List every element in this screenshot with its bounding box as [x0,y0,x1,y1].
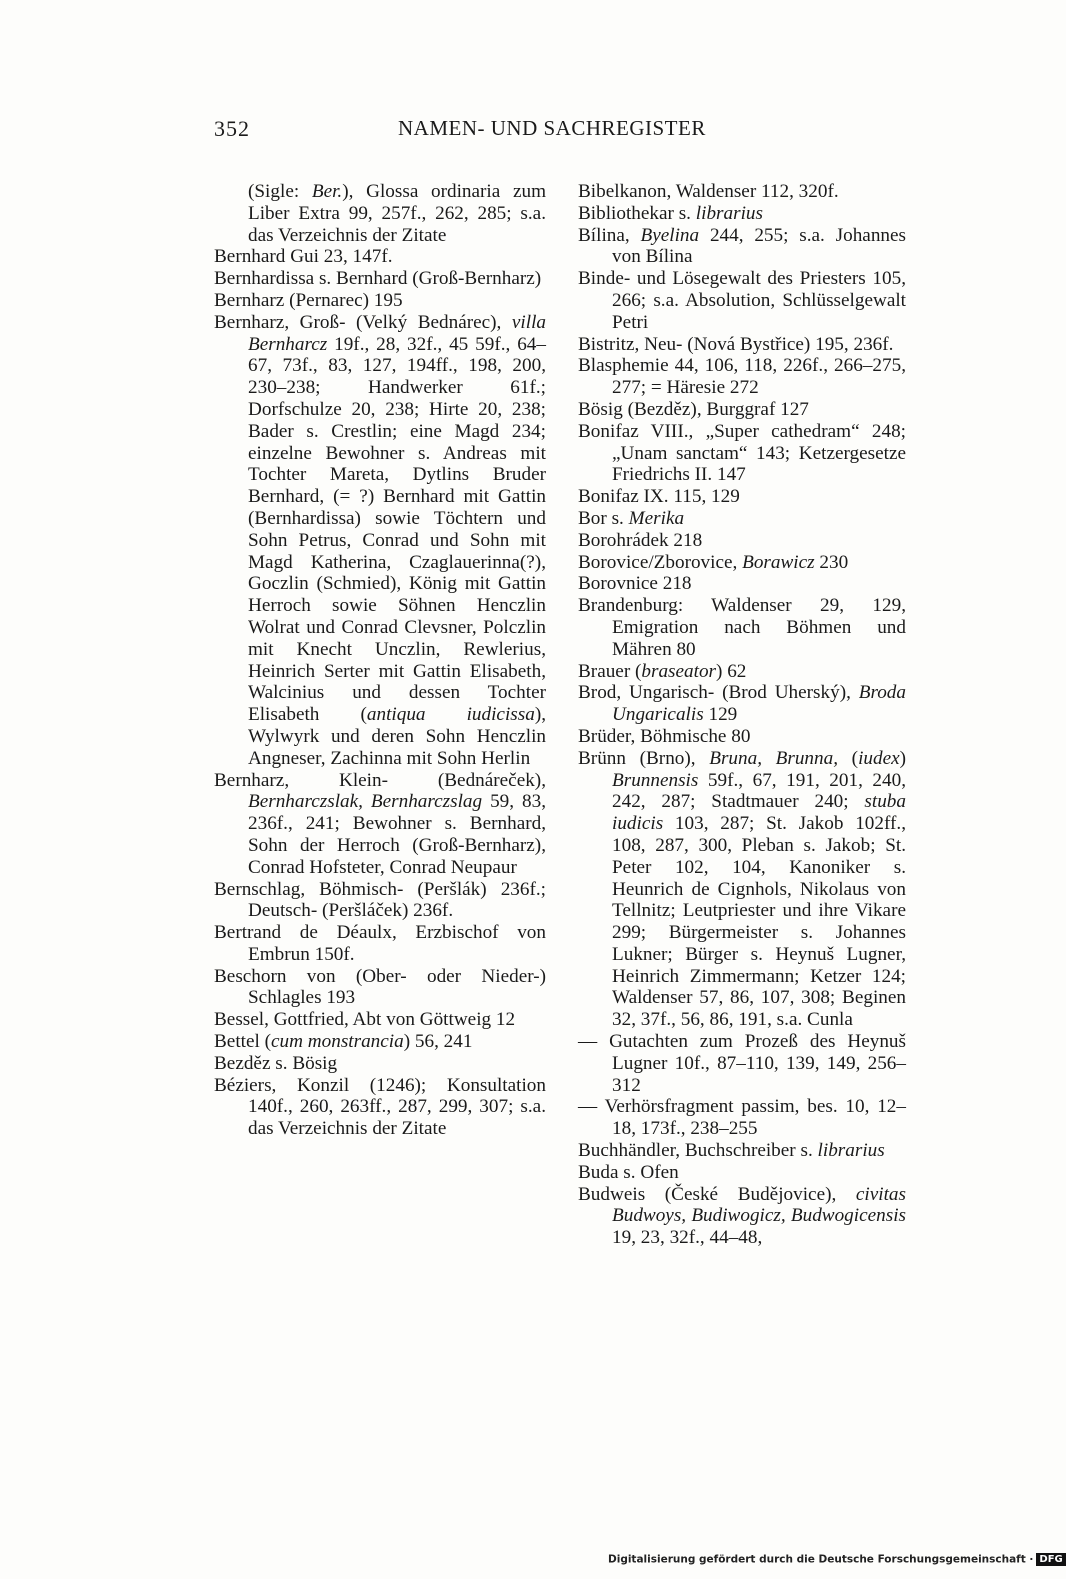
index-column-right [578,181,906,1249]
index-entry: Béziers, Konzil (1246); Konsultation 140f., 260, 263ff., 287, 299, 307; s.a. das Verzeichnis der Zitate [214,1074,546,1140]
index-entry: Bílina, Byelina 244, 255; s.a. Johannes von Bílina [578,224,906,268]
index-entry: Bonifaz IX. 115, 129 [578,486,740,508]
index-entry: Borovnice 218 [578,573,692,595]
index-column-left [214,181,546,1140]
index-entry: Brauer (braseator) 62 [578,660,747,682]
digitization-footer [608,1553,1063,1571]
index-entry: Bettel (cum monstrancia) 56, 241 [214,1031,473,1053]
index-entry: Buda s. Ofen [578,1161,679,1183]
index-entry: Bistritz, Neu- (Nová Bystřice) 195, 236f. [578,333,894,355]
index-entry: Bösig (Bezděz), Burggraf 127 [578,398,809,420]
index-entry: Budweis (České Budějovice), civitas Budwoys, Budiwogicz, Budwogicensis 19, 23, 32f., 44–48, [578,1183,906,1249]
index-entry: Brünn (Brno), Bruna, Brunna, (iudex) Brunnensis 59f., 67, 191, 201, 240, 242, 287; Stadtmauer 240; stuba iudicis 103, 287; St. Jakob 102ff., 108, 287, 300, Pleban s. Jakob; St. Peter 102, 104, Kanoniker s. Heunrich de Cignhols, Nikolaus von Tellnitz; Leutpriester und ihre Vikare 299; Bürgermeister s. Johannes Lukner; Bürger s. Heynuš Lugner, Heinrich Zimmermann; Ketzer 124; Waldenser 57, 86, 107, 308; Beginen 32, 37f., 56, 86, 191, s.a. Cunla [578,747,907,1031]
index-entry: Bonifaz VIII., „Super cathedram“ 248; „Unam sanctam“ 143; Ketzergesetze Friedrichs II. 147 [578,420,906,486]
index-entry: Buchhändler, Buchschreiber s. librarius [578,1140,885,1162]
index-entry: Bezděz s. Bösig [214,1052,338,1074]
index-entry: Bernharz, Klein- (Bednáreček), Bernharczslak, Bernharczslag 59, 83, 236f., 241; Bewohner s. Bernhard, Sohn der Herroch (Groß-Bernharz), Conrad Hofsteter, Conrad Neupaur [214,769,547,878]
index-entry: Brod, Ungarisch- (Brod Uherský), Broda Ungaricalis 129 [578,682,906,726]
dfg-logo: DFG [1036,1553,1065,1566]
index-entry: Bernharz (Pernarec) 195 [214,289,403,311]
index-entry: Bernharz, Groß- (Velký Bednárec), villa Bernharcz 19f., 28, 32f., 45 59f., 64–67, 73f., 83, 127, 194ff., 198, 200, 230–238; Handwerker 61f.; Dorfschulze 20, 238; Hirte 20, 238; Bader s. Crestlin; eine Magd 234; einzelne Bewohner s. Andreas mit Tochter Mareta, Dytlins Bruder Bernhard, (= ?) Bernhard mit Gattin (Bernhardissa) sowie Töchtern und Sohn Petrus, Conrad und Sohn mit Magd Katherina, Czaglauerinna(?), Goczlin (Schmied), König mit Gattin Herroch sowie Söhnen Henczlin Wolrat und Conrad Clevsner, Polczlin mit Knecht Unczlin, Rewlerius, Heinrich Serter mit Gattin Elisabeth, Walcinius und dessen Tochter Elisabeth (antiqua iudicissa), Wylwyrk und deren Sohn Henczlin Angneser, Zachinna mit Sohn Herlin [214,311,546,769]
index-entry: Borovice/Zborovice, Borawicz 230 [578,551,849,573]
index-entry: — Verhörsfragment passim, bes. 10, 12–18, 173f., 238–255 [578,1096,906,1140]
index-entry: Bernhardissa s. Bernhard (Groß-Bernharz) [214,268,542,290]
index-entry: Bernhard Gui 23, 147f. [214,246,393,268]
index-entry: Bessel, Gottfried, Abt von Göttweig 12 [214,1009,516,1031]
index-entry: Brüder, Böhmische 80 [578,725,751,747]
index-entry: Binde- und Lösegewalt des Priesters 105, 266; s.a. Absolution, Schlüsselgewalt Petri [578,268,906,333]
index-entry: Beschorn von (Ober- oder Nieder-) Schlagles 193 [214,965,546,1009]
index-entry: Blasphemie 44, 106, 118, 226f., 266–275, 277; = Häresie 272 [578,355,906,399]
index-entry: Bibliothekar s. librarius [578,202,763,224]
index-entry: Bertrand de Déaulx, Erzbischof von Embrun 150f. [214,922,546,965]
index-entry: Bibelkanon, Waldenser 112, 320f. [578,181,839,202]
footer-credit: Digitalisierung gefördert durch die Deutsche Forschungsgemeinschaft · [608,1553,1034,1566]
index-entry: Bernschlag, Böhmisch- (Peršlák) 236f.; Deutsch- (Peršláček) 236f. [214,878,546,922]
page-number: 352 [214,116,250,141]
running-title: NAMEN- UND SACHREGISTER [398,116,706,140]
index-entry: (Sigle: Ber.), Glossa ordinaria zum Liber Extra 99, 257f., 262, 285; s.a. das Verzeichnis der Zitate [248,181,546,246]
index-entry: — Gutachten zum Prozeß des Heynuš Lugner 10f., 87–110, 139, 149, 256–312 [578,1031,906,1096]
index-entry: Borohrádek 218 [578,529,703,551]
page-header [214,116,906,146]
index-entry: Brandenburg: Waldenser 29, 129, Emigration nach Böhmen und Mähren 80 [578,595,906,660]
index-entry: Bor s. Merika [578,507,685,529]
